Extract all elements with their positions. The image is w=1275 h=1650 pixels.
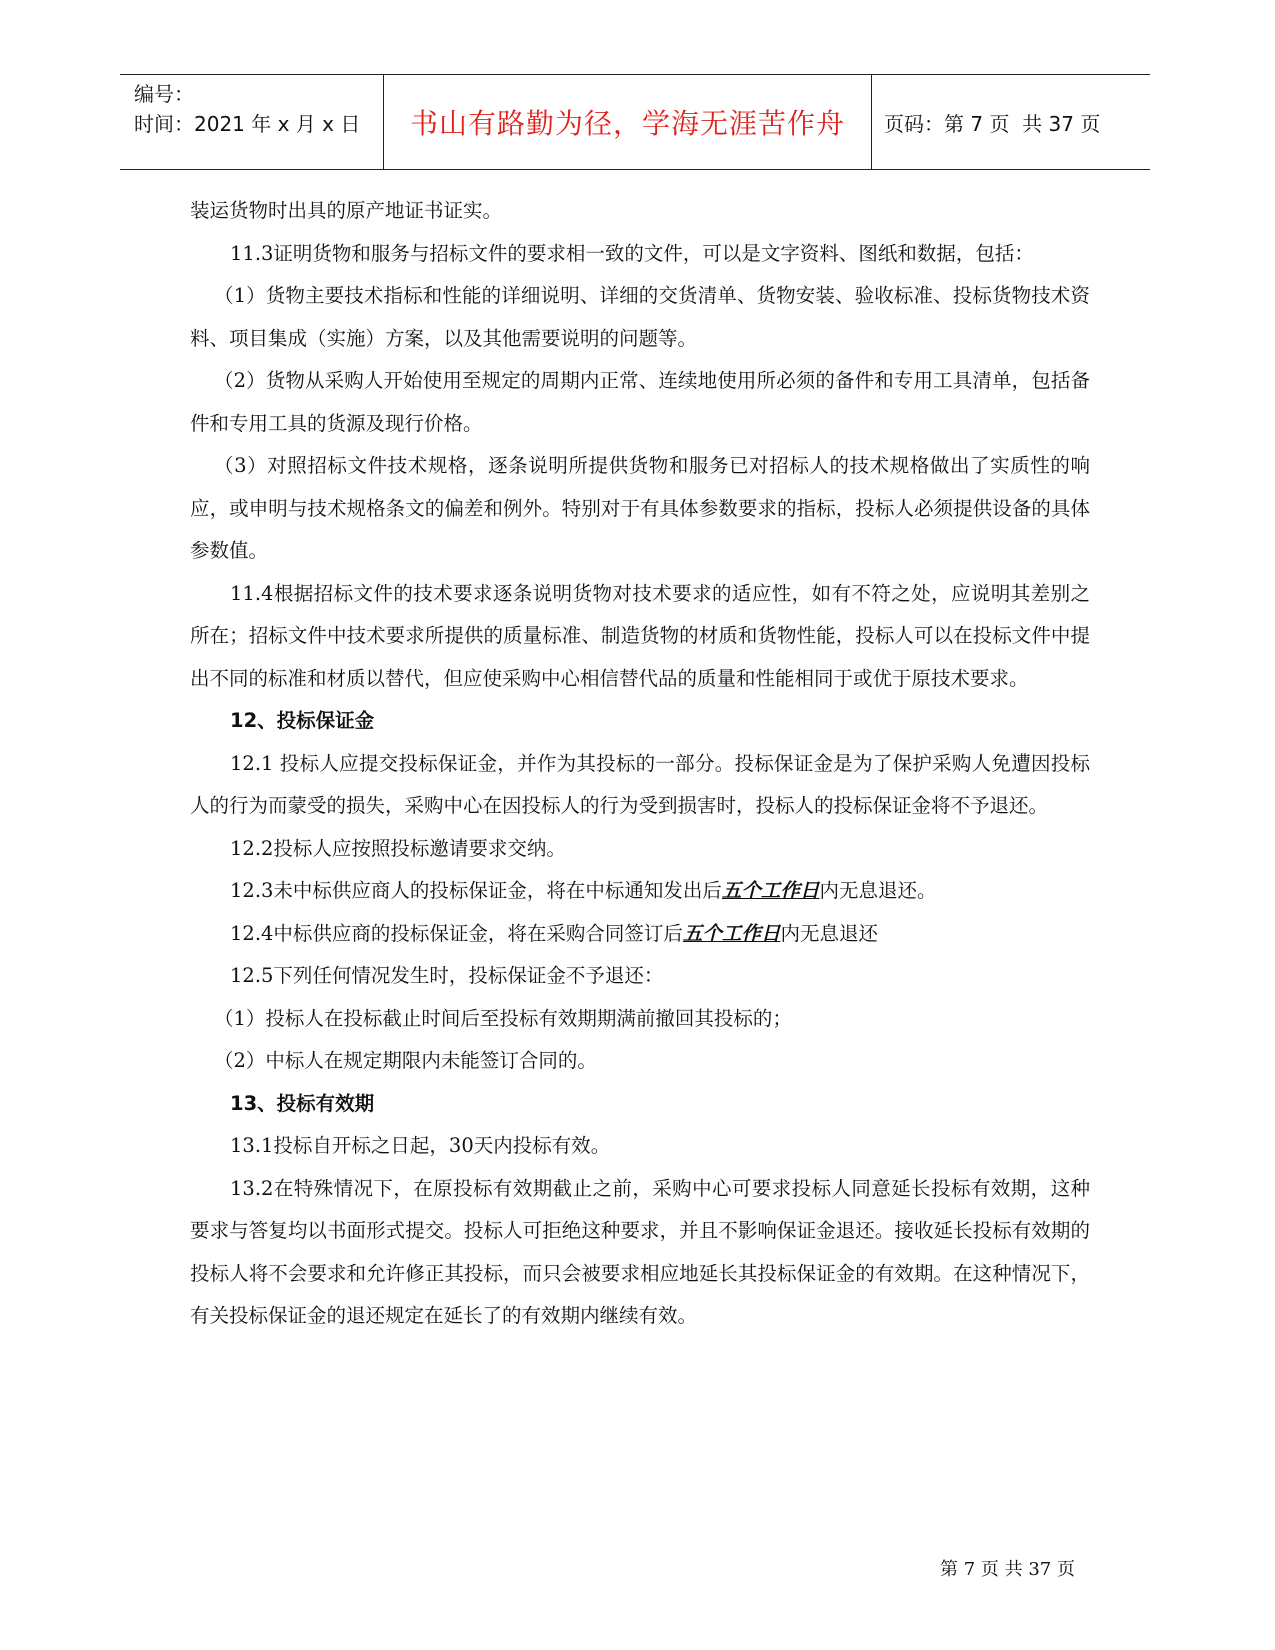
paragraph: 11.3证明货物和服务与招标文件的要求相一致的文件，可以是文字资料、图纸和数据，包括：	[230, 241, 1034, 265]
list-item: （1）货物主要技术指标和性能的详细说明、详细的交货清单、货物安装、验收标准、投标货物技术资料、项目集成（实施）方案，以及其他需要说明的问题等。	[190, 284, 1090, 350]
text-run: 12.4中标供应商的投标保证金，将在采购合同签订后	[230, 921, 683, 945]
emphasized-text: 五个工作日	[682, 921, 781, 945]
section-heading: 13、投标有效期	[230, 1091, 375, 1115]
emphasized-text: 五个工作日	[721, 879, 820, 902]
header-slogan: 书山有路勤为径，学海无涯苦作舟	[384, 75, 872, 169]
header-meta	[120, 75, 384, 169]
text-run: 内无息退还	[780, 921, 878, 945]
paragraph: 13.2在特殊情况下，在原投标有效期截止之前，采购中心可要求投标人同意延长投标有效期，这种要求与答复均以书面形式提交。投标人可拒绝这种要求，并且不影响保证金退还。接收延长投标有效期的投标人将不会要求和允许修正其投标，而只会被要求相应地延长其投标保证金的有效期。在这种情况下，有关投标保证金的退还规定在延长了的有效期内继续有效。	[190, 1176, 1090, 1327]
paragraph: 11.4根据招标文件的技术要求逐条说明货物对技术要求的适应性，如有不符之处，应说明其差别之所在；招标文件中技术要求所提供的质量标准、制造货物的材质和货物性能，投标人可以在投标文件中提出不同的标准和材质以替代，但应使采购中心相信替代品的质量和性能相同于或优于原技术要求。	[190, 581, 1090, 690]
header-page-info	[872, 75, 1150, 169]
paragraph: 装运货物时出具的原产地证书证实。	[190, 199, 503, 222]
text-run: 12.3未中标供应商人的投标保证金，将在中标通知发出后	[230, 879, 722, 902]
page-footer: 第 7 页 共 37 页	[940, 1559, 1075, 1580]
page-header	[120, 74, 1150, 170]
document-body	[190, 190, 1090, 1338]
paragraph	[190, 870, 1090, 913]
list-item: （2）货物从采购人开始使用至规定的周期内正常、连续地使用所必须的备件和专用工具清单，包括备件和专用工具的货源及现行价格。	[190, 369, 1090, 435]
paragraph: 12.5下列任何情况发生时，投标保证金不予退还：	[230, 964, 664, 987]
list-item: （2）中标人在规定期限内未能签订合同的。	[214, 1049, 597, 1072]
list-item: （1）投标人在投标截止时间后至投标有效期期满前撤回其投标的；	[214, 1006, 792, 1030]
document-number-label: 编号：	[134, 82, 194, 106]
paragraph: 13.1投标自开标之日起，30天内投标有效。	[230, 1134, 611, 1157]
paragraph: 12.2投标人应按照投标邀请要求交纳。	[230, 836, 566, 860]
header-page-number: 页码：第 7 页 共 37 页	[884, 111, 1101, 136]
paragraph: 12.1 投标人应提交投标保证金，并作为其投标的一部分。投标保证金是为了保护采购人免遭因投标人的行为而蒙受的损失，采购中心在因投标人的行为受到损害时，投标人的投标保证金将不予退还。	[190, 751, 1090, 817]
list-item: （3）对照招标文件技术规格，逐条说明所提供货物和服务已对招标人的技术规格做出了实质性的响应，或申明与技术规格条文的偏差和例外。特别对于有具体参数要求的指标，投标人必须提供设备的具体参数值。	[190, 454, 1090, 562]
text-run: 内无息退还。	[819, 879, 937, 902]
document-date: 时间：2021 年 x 月 x 日	[134, 112, 361, 136]
section-heading: 12、投标保证金	[230, 709, 375, 732]
paragraph	[190, 913, 1090, 956]
